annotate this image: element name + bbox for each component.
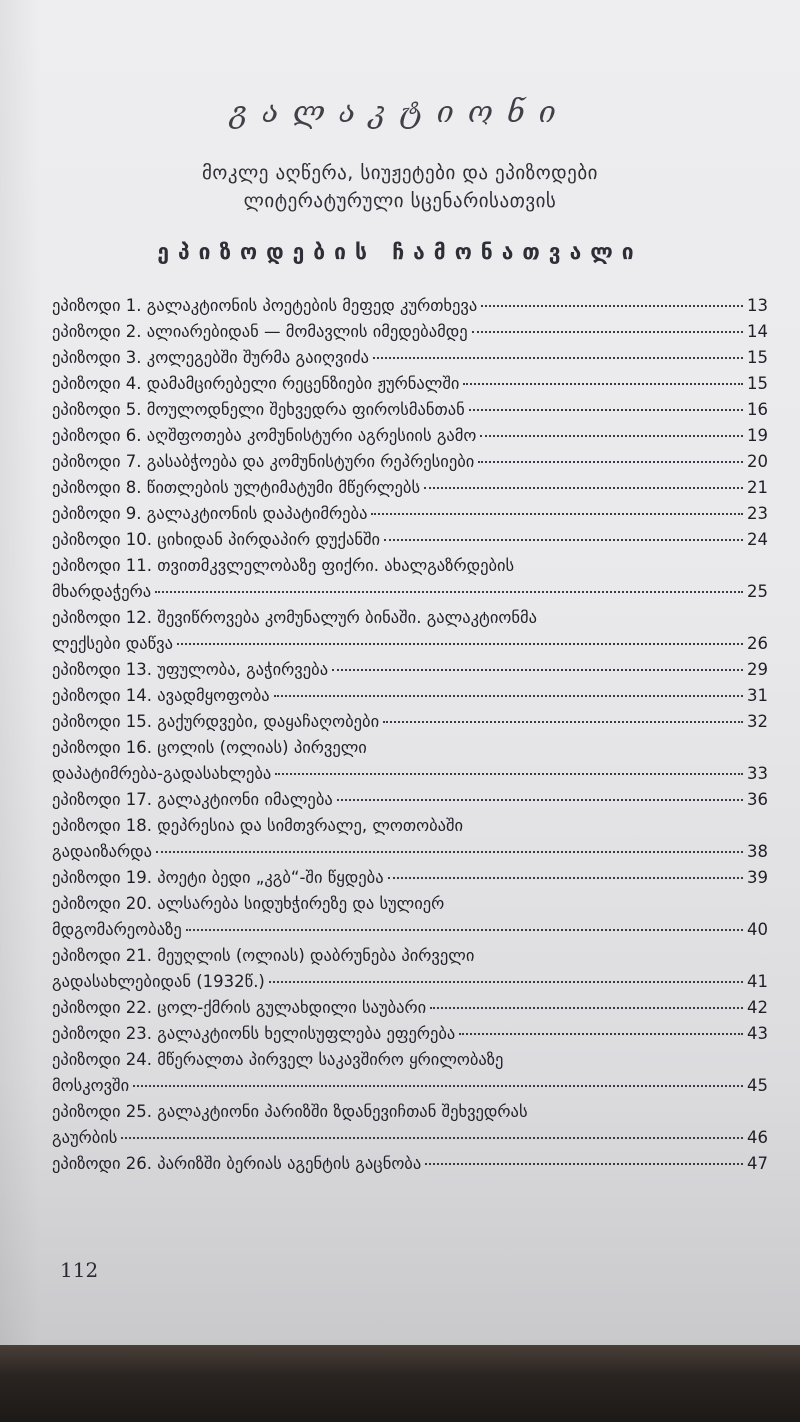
toc-entry-title: ეპიზოდი 14. ავადმყოფობა [52, 686, 270, 705]
book-title: გალაკტიონი [230, 95, 570, 130]
toc-entry-title: მხარდაჭერა [52, 582, 152, 601]
toc-entry-title: ეპიზოდი 3. კოლეგებში შურმა გაიღვიძა [52, 348, 369, 367]
toc-entry-title: ეპიზოდი 4. დამამცირებელი რეცენზიები ჟურნალში [52, 374, 460, 393]
dot-leader [424, 487, 743, 489]
toc-entry [52, 813, 768, 865]
dot-leader [463, 383, 743, 385]
toc-entry [52, 319, 768, 345]
dot-leader [155, 591, 743, 593]
toc-entry-title: ეპიზოდი 5. მოულოდნელი შეხვედრა ფიროსმანთან [52, 400, 465, 419]
dot-leader [156, 851, 743, 853]
toc-entry [52, 709, 768, 735]
dot-leader [481, 305, 743, 307]
desk-surface [0, 1345, 800, 1422]
toc-entry-page: 40 [747, 920, 768, 939]
dot-leader [177, 643, 743, 645]
toc-entry-title: ეპიზოდი 16. ცოლის (ოლიას) პირველი [52, 738, 367, 757]
toc-entry-page: 46 [747, 1128, 768, 1147]
toc-entry [52, 683, 768, 709]
toc-entry-title: ეპიზოდი 9. გალაკტიონის დაპატიმრება [52, 504, 368, 523]
dot-leader [275, 773, 743, 775]
toc-entry-title: ეპიზოდი 1. გალაკტიონის პოეტების მეფედ კურთხევა [52, 296, 478, 315]
toc-entry-page: 14 [747, 322, 768, 341]
dot-leader [388, 877, 743, 879]
toc-entry [52, 449, 768, 475]
toc-entry [52, 423, 768, 449]
toc-heading: ეპიზოდების ჩამონათვალი [157, 240, 643, 264]
toc-entry-page: 13 [747, 296, 768, 315]
toc-entry-page: 16 [747, 400, 768, 419]
toc-entry-title: ეპიზოდი 20. ალსარება სიდუხჭირეზე და სულიერ [52, 894, 445, 913]
toc-entry-page: 23 [747, 504, 768, 523]
toc-entry-page: 42 [747, 998, 768, 1017]
dot-leader [459, 1033, 743, 1035]
dot-leader [373, 357, 743, 359]
toc-entry [52, 605, 768, 657]
toc-entry [52, 293, 768, 319]
toc-entry-title: ეპიზოდი 24. მწერალთა პირველ საკავშირო ყრილობაზე [52, 1050, 504, 1069]
toc-entry [52, 865, 768, 891]
toc-entry [52, 995, 768, 1021]
toc-entry-title: ეპიზოდი 26. პარიზში ბერიას აგენტის გაცნობა [52, 1154, 422, 1173]
dot-leader [425, 1163, 743, 1165]
toc-entry-title: ეპიზოდი 10. ციხიდან პირდაპირ დუქანში [52, 530, 381, 549]
toc-entry-title: ეპიზოდი 8. წითლების ულტიმატუმი მწერლებს [52, 478, 421, 497]
toc-entry [52, 787, 768, 813]
dot-leader [469, 409, 743, 411]
toc-entry-title: მოსკოვში [52, 1076, 130, 1095]
toc-entry-title: ეპიზოდი 2. ალიარებიდან — მომავლის იმედებამდე [52, 322, 468, 341]
toc-entry-title: ეპიზოდი 12. შევიწროვება კომუნალურ ბინაში. გალაკტიონმა [52, 608, 537, 627]
toc-entry [52, 1047, 768, 1099]
dot-leader [384, 539, 743, 541]
dot-leader [121, 1137, 743, 1139]
toc-entry-page: 41 [747, 972, 768, 991]
dot-leader [478, 461, 743, 463]
toc-entry-page: 19 [747, 426, 768, 445]
toc-entry-title: ეპიზოდი 21. მეუღლის (ოლიას) დაბრუნება პირველი [52, 946, 475, 965]
toc-entry-page: 21 [747, 478, 768, 497]
toc-entry [52, 345, 768, 371]
toc-entry-title: გადაიზარდა [52, 842, 153, 861]
dot-leader [269, 981, 743, 983]
dot-leader [430, 1007, 743, 1009]
toc-entry [52, 1151, 768, 1177]
toc-entry-title: გაურბის [52, 1128, 118, 1147]
toc-entry-page: 24 [747, 530, 768, 549]
dot-leader [480, 435, 743, 437]
toc-entry [52, 371, 768, 397]
toc-entry [52, 891, 768, 943]
toc-entry-page: 20 [747, 452, 768, 471]
page-number: 112 [60, 1258, 99, 1282]
toc-entry-page: 31 [747, 686, 768, 705]
toc-entry-page: 47 [747, 1154, 768, 1173]
toc-entry [52, 501, 768, 527]
table-of-contents [52, 293, 768, 1177]
dot-leader [472, 331, 743, 333]
toc-entry-title: ეპიზოდი 13. უფულობა, გაჭირვება [52, 660, 329, 679]
toc-entry-title: ეპიზოდი 19. პოეტი ბედი „კგბ“-ში წყდება [52, 868, 384, 887]
dot-leader [371, 513, 743, 515]
toc-entry-title: გადასახლებიდან (1932წ.) [52, 972, 265, 991]
subtitle-line-2: ლიტერატურული სცენარისათვის [243, 190, 557, 212]
toc-entry [52, 1021, 768, 1047]
toc-entry-page: 33 [747, 764, 768, 783]
toc-entry-title: ეპიზოდი 18. დეპრესია და სიმთვრალე, ლოთობაში [52, 816, 464, 835]
dot-leader [133, 1085, 743, 1087]
toc-entry-title: მდგომარეობაზე [52, 920, 182, 939]
dot-leader [337, 799, 743, 801]
toc-entry-title: ეპიზოდი 17. გალაკტიონი იმალება [52, 790, 333, 809]
dot-leader [332, 669, 743, 671]
toc-entry-title: ეპიზოდი 23. გალაკტიონს ხელისუფლება ეფერება [52, 1024, 456, 1043]
toc-entry-page: 29 [747, 660, 768, 679]
toc-entry-page: 39 [747, 868, 768, 887]
toc-entry-title: ეპიზოდი 25. გალაკტიონი პარიზში ზდანევიჩთან შეხვედრას [52, 1102, 528, 1121]
toc-entry-title: ეპიზოდი 15. გაქურდვები, დაყაჩაღობები [52, 712, 380, 731]
toc-entry [52, 397, 768, 423]
toc-entry-page: 43 [747, 1024, 768, 1043]
toc-entry [52, 527, 768, 553]
toc-entry-page: 15 [747, 374, 768, 393]
toc-entry [52, 943, 768, 995]
toc-entry-page: 15 [747, 348, 768, 367]
dot-leader [186, 929, 743, 931]
dot-leader [383, 721, 743, 723]
toc-entry-title: ლექსები დაწვა [52, 634, 173, 653]
toc-entry-page: 25 [747, 582, 768, 601]
subtitle-line-1: მოკლე აღწერა, სიუჟეტები და ეპიზოდები [201, 162, 598, 184]
toc-entry-page: 32 [747, 712, 768, 731]
toc-entry-page: 38 [747, 842, 768, 861]
toc-entry-page: 45 [747, 1076, 768, 1095]
dot-leader [274, 695, 743, 697]
toc-entry-page: 36 [747, 790, 768, 809]
toc-entry-title: ეპიზოდი 7. გასაბჭოება და კომუნისტური რეპრესიები [52, 452, 475, 471]
toc-entry-title: დაპატიმრება-გადასახლება [52, 764, 272, 783]
toc-entry [52, 553, 768, 605]
toc-entry [52, 475, 768, 501]
toc-entry-title: ეპიზოდი 22. ცოლ-ქმრის გულახდილი საუბარი [52, 998, 427, 1017]
toc-entry-page: 26 [747, 634, 768, 653]
toc-entry-title: ეპიზოდი 6. აღშფოთება კომუნისტური აგრესიის გამო [52, 426, 477, 445]
toc-entry [52, 735, 768, 787]
toc-entry [52, 657, 768, 683]
toc-entry [52, 1099, 768, 1151]
toc-entry-title: ეპიზოდი 11. თვითმკვლელობაზე ფიქრი. ახალგაზრდების [52, 556, 515, 575]
